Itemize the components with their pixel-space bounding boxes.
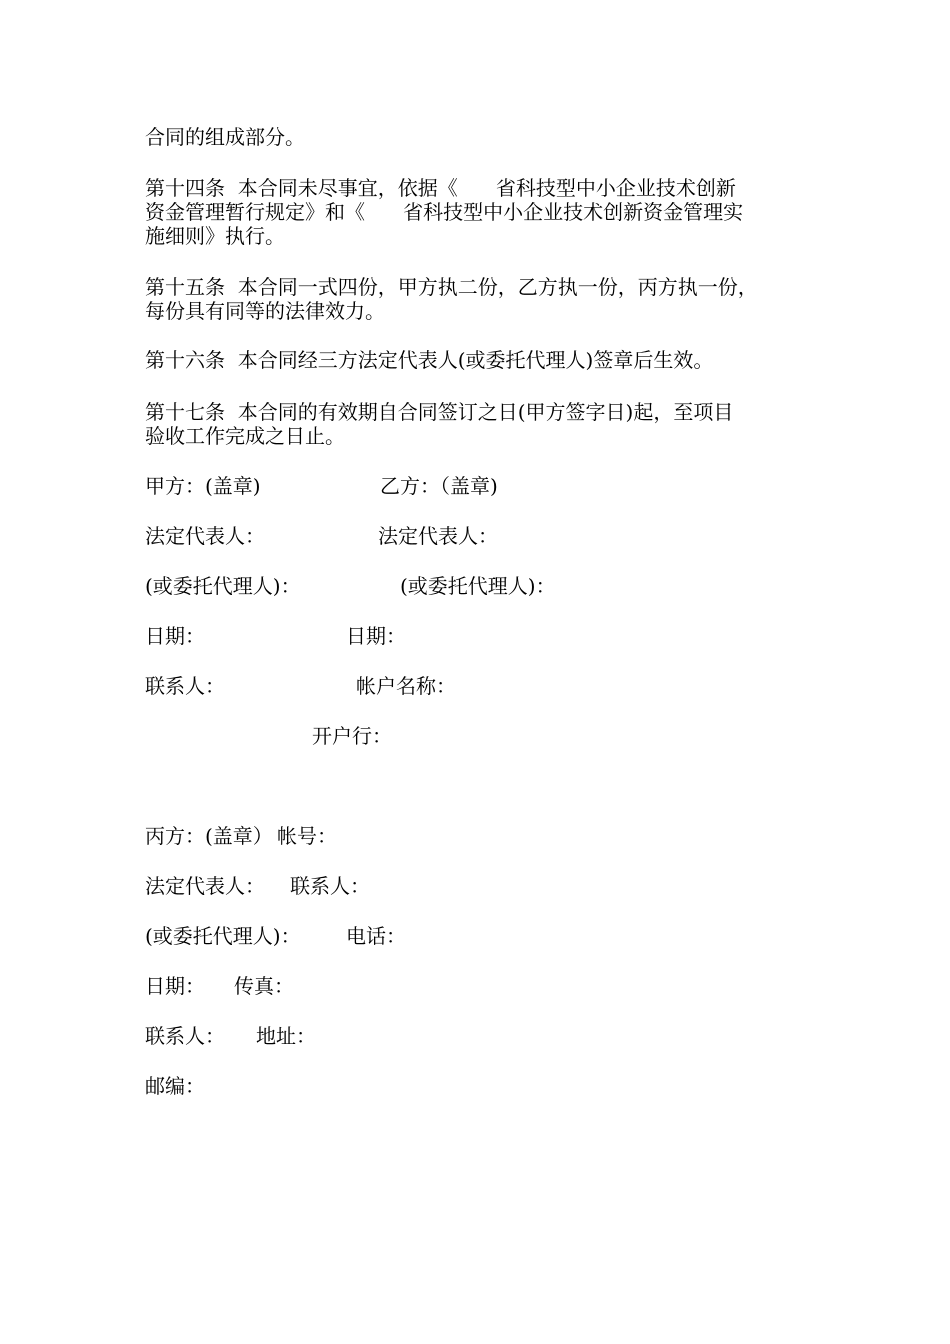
article-14-line-3: 施细则》执行。 bbox=[145, 224, 285, 248]
party-c-contact: 联系人： bbox=[145, 1024, 225, 1048]
party-a-contact: 联系人： bbox=[145, 674, 225, 698]
account-number: 帐号： bbox=[277, 824, 337, 848]
party-a-agent: (或委托代理人)： bbox=[145, 574, 301, 598]
party-c-date: 日期： bbox=[145, 974, 205, 998]
party-b-date: 日期： bbox=[346, 624, 406, 648]
party-c-seal: 丙方：(盖章） bbox=[145, 824, 273, 848]
party-a-date: 日期： bbox=[145, 624, 205, 648]
party-b-seal: 乙方：（盖章) bbox=[380, 474, 498, 498]
article-15-line-2: 每份具有同等的法律效力。 bbox=[145, 299, 385, 323]
opening-fragment: 合同的组成部分。 bbox=[145, 125, 305, 149]
article-16-line-1: 第十六条 本合同经三方法定代表人(或委托代理人)签章后生效。 bbox=[145, 348, 714, 372]
address: 地址： bbox=[256, 1024, 316, 1048]
article-15 bbox=[145, 275, 825, 323]
party-a-seal: 甲方：(盖章) bbox=[145, 474, 261, 498]
party-b-account-name: 帐户名称： bbox=[356, 674, 456, 698]
party-b-legal-rep: 法定代表人： bbox=[378, 524, 498, 548]
article-14-line-2: 资金管理暂行规定》和《 省科技型中小企业技术创新资金管理实 bbox=[145, 200, 744, 224]
party-c-agent: (或委托代理人)： bbox=[145, 924, 301, 948]
fax: 传真： bbox=[234, 974, 294, 998]
phone: 电话： bbox=[346, 924, 406, 948]
article-17-line-1: 第十七条 本合同的有效期自合同签订之日(甲方签字日)起，至项目 bbox=[145, 400, 734, 424]
article-14 bbox=[145, 176, 825, 248]
party-b-agent: (或委托代理人)： bbox=[400, 574, 556, 598]
contact-person: 联系人： bbox=[290, 874, 370, 898]
article-15-line-1: 第十五条 本合同一式四份，甲方执二份，乙方执一份，丙方执一份， bbox=[145, 275, 758, 299]
postcode: 邮编： bbox=[145, 1074, 205, 1098]
article-16 bbox=[145, 348, 825, 372]
party-b-bank: 开户行： bbox=[312, 724, 392, 748]
article-14-line-1: 第十四条 本合同未尽事宜，依据《 省科技型中小企业技术创新 bbox=[145, 176, 736, 200]
article-17-line-2: 验收工作完成之日止。 bbox=[145, 424, 345, 448]
article-17 bbox=[145, 400, 825, 448]
party-a-legal-rep: 法定代表人： bbox=[145, 524, 265, 548]
party-c-legal-rep: 法定代表人： bbox=[145, 874, 265, 898]
